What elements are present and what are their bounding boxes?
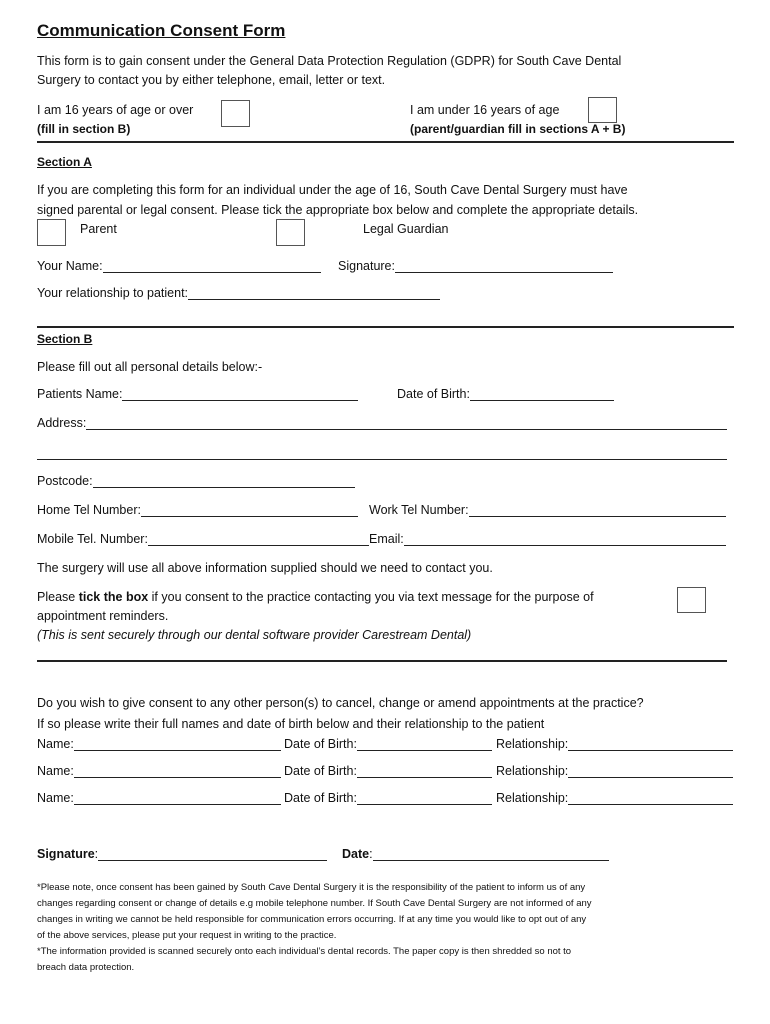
divider <box>37 660 727 662</box>
patients-name-field[interactable] <box>37 388 358 401</box>
footer-note-line: *Please note, once consent has been gained by South Cave Dental Surgery it is the responsibility of the patient to inform us of any <box>37 882 586 893</box>
other-relationship-field[interactable] <box>496 738 733 751</box>
footer-note-line: *The information provided is scanned securely onto each individual’s dental records. The paper copy is then shredded so not to <box>37 946 572 957</box>
legal-guardian-checkbox[interactable] <box>276 219 305 246</box>
work-tel-label: Work Tel Number: <box>369 503 469 517</box>
other-name-label: Name: <box>37 791 74 805</box>
sms-consent-bold: tick the box <box>78 590 149 604</box>
footer-note-line: changes in writing we cannot be held responsible for communication errors occurring. If at any time you would like to opt out of any <box>37 914 587 925</box>
work-tel-field[interactable] <box>369 504 726 517</box>
relationship-label: Your relationship to patient: <box>37 286 189 300</box>
age-under-checkbox[interactable] <box>588 97 617 123</box>
age-under-label: I am under 16 years of age <box>410 103 560 117</box>
other-name-label: Name: <box>37 737 74 751</box>
signature-date-label: Date <box>342 847 370 861</box>
other-name-field[interactable] <box>37 738 281 751</box>
age-over-checkbox[interactable] <box>221 100 250 127</box>
home-tel-label: Home Tel Number: <box>37 503 141 517</box>
section-b-heading: Section B <box>37 332 93 346</box>
parent-checkbox[interactable] <box>37 219 66 246</box>
footer-note-line: changes regarding consent or change of details e.g mobile telephone number. If South Cave Dental Surgery are not informed of any <box>37 898 592 909</box>
address-field[interactable] <box>37 417 727 430</box>
age-over-label: I am 16 years of age or over <box>37 103 194 117</box>
age-under-note: (parent/guardian fill in sections A + B) <box>410 122 626 136</box>
section-a-text-line1: If you are completing this form for an individual under the age of 16, South Cave Dental Surgery must have <box>37 183 628 197</box>
patients-name-label: Patients Name: <box>37 387 123 401</box>
other-dob-label: Date of Birth: <box>284 737 357 751</box>
footer-notes <box>37 880 737 976</box>
other-relationship-label: Relationship: <box>496 764 569 778</box>
relationship-field[interactable] <box>37 287 440 300</box>
others-question: Do you wish to give consent to any other person(s) to cancel, change or amend appointments at the practice? <box>37 696 644 710</box>
page-title: Communication Consent Form <box>37 21 286 40</box>
parent-label: Parent <box>80 222 117 236</box>
sms-consent-checkbox[interactable] <box>677 587 706 613</box>
email-field[interactable] <box>369 533 726 546</box>
mobile-tel-field[interactable] <box>37 533 369 546</box>
section-b-instruction: Please fill out all personal details below:- <box>37 360 263 374</box>
other-dob-field[interactable] <box>284 792 492 805</box>
section-a-text-line2: signed parental or legal consent. Please tick the appropriate box below and complete the appropriate details. <box>37 203 639 217</box>
patient-dob-field[interactable] <box>397 388 614 401</box>
sms-provider-note: (This is sent securely through our dental software provider Carestream Dental) <box>37 628 472 642</box>
other-dob-label: Date of Birth: <box>284 764 357 778</box>
other-relationship-field[interactable] <box>496 792 733 805</box>
postcode-label: Postcode: <box>37 474 93 488</box>
sms-consent-prefix: Please <box>37 590 79 604</box>
other-dob-field[interactable] <box>284 738 492 751</box>
mobile-tel-label: Mobile Tel. Number: <box>37 532 148 546</box>
info-use-text: The surgery will use all above information supplied should we need to contact you. <box>37 561 493 575</box>
legal-guardian-label: Legal Guardian <box>363 222 449 236</box>
other-dob-label: Date of Birth: <box>284 791 357 805</box>
your-name-field[interactable] <box>37 260 321 273</box>
postcode-field[interactable] <box>37 475 355 488</box>
guardian-signature-label: Signature: <box>338 259 395 273</box>
divider <box>37 141 734 143</box>
sms-consent-line2: appointment reminders. <box>37 609 169 623</box>
address-line-2[interactable] <box>37 459 727 460</box>
divider <box>37 326 734 328</box>
your-name-label: Your Name: <box>37 259 103 273</box>
signature-date-field[interactable]: Date : <box>342 848 609 861</box>
other-relationship-label: Relationship: <box>496 791 569 805</box>
other-relationship-label: Relationship: <box>496 737 569 751</box>
patient-dob-label: Date of Birth: <box>397 387 470 401</box>
other-name-label: Name: <box>37 764 74 778</box>
sms-consent-text <box>37 591 594 604</box>
patient-signature-field[interactable]: Signature : <box>37 848 327 861</box>
home-tel-field[interactable] <box>37 504 358 517</box>
patient-signature-label: Signature <box>37 847 95 861</box>
age-over-note: (fill in section B) <box>37 122 131 136</box>
guardian-signature-field[interactable] <box>338 260 613 273</box>
footer-note-line: breach data protection. <box>37 962 135 973</box>
other-name-field[interactable] <box>37 765 281 778</box>
section-a-heading: Section A <box>37 155 92 169</box>
others-instruction: If so please write their full names and date of birth below and their relationship to the patient <box>37 717 545 731</box>
other-dob-field[interactable] <box>284 765 492 778</box>
sms-consent-rest: if you consent to the practice contacting you via text message for the purpose of <box>148 590 594 604</box>
intro-text-line1: This form is to gain consent under the General Data Protection Regulation (GDPR) for South Cave Dental <box>37 54 622 68</box>
email-label: Email: <box>369 532 404 546</box>
address-label: Address: <box>37 416 87 430</box>
intro-text-line2: Surgery to contact you by either telephone, email, letter or text. <box>37 73 386 87</box>
other-name-field[interactable] <box>37 792 281 805</box>
other-relationship-field[interactable] <box>496 765 733 778</box>
footer-note-line: of the above services, please put your request in writing to the practice. <box>37 930 337 941</box>
